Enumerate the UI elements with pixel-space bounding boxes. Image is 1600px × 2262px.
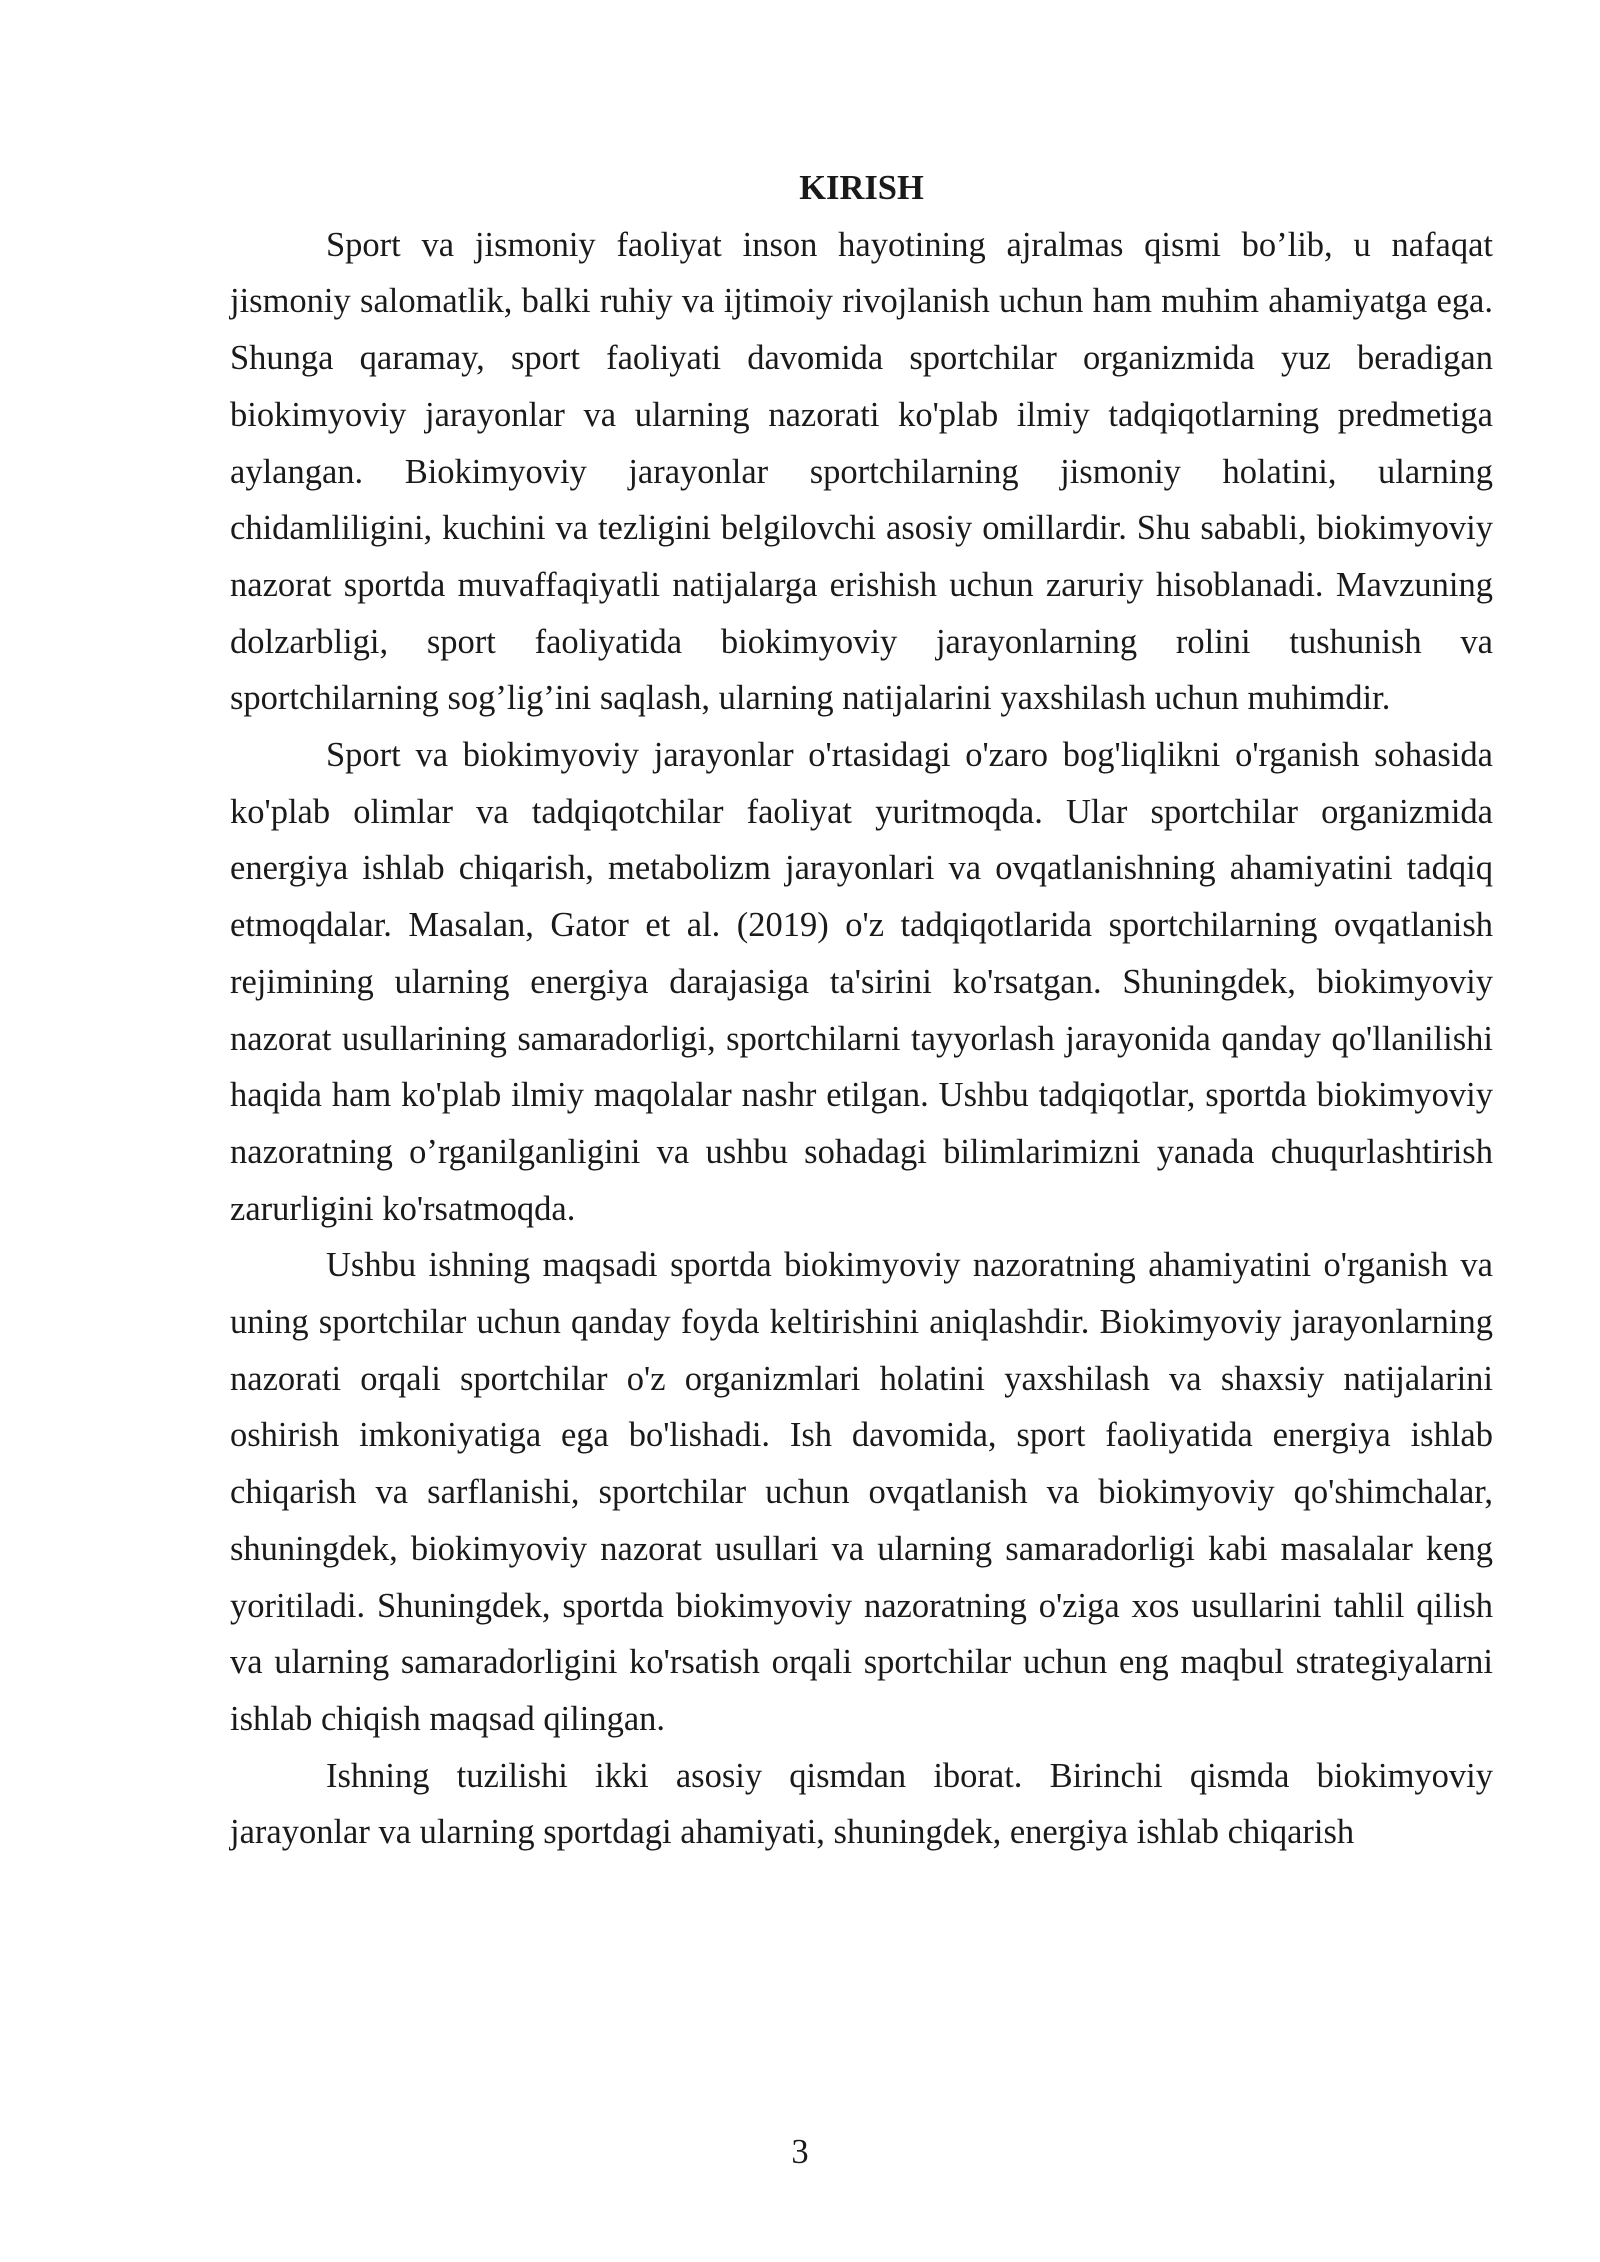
page-number: 3: [791, 2133, 809, 2171]
page-title: KIRISH: [799, 169, 924, 207]
paragraph-1: Sport va jismoniy faoliyat inson hayotining ajralmas qismi bo’lib, u nafaqat jismoniy salomatlik, balki ruhiy va ijtimoiy rivojlanish uchun ham muhim ahamiyatga ega. Shunga qaramay, sport faoliyati davomida sportchilar organizmida yuz beradigan biokimyoviy jarayonlar va ularning nazorati ko'plab ilmiy tadqiqotlarning predmetiga aylangan. Biokimyoviy jarayonlar sportchilarning jismoniy holatini, ularning chidamliligini, kuchini va tezligini belgilovchi asosiy omillardir. Shu sababli, biokimyoviy nazorat sportda muvaffaqiyatli natijalarga erishish uchun zaruriy hisoblanadi. Mavzuning dolzarbligi, sport faoliyatida biokimyoviy jarayonlarning rolini tushunish va sportchilarning sog’lig’ini saqlash, ularning natijalarini yaxshilash uchun muhimdir.: [230, 225, 1493, 718]
paragraph-2: Sport va biokimyoviy jarayonlar o'rtasidagi o'zaro bog'liqlikni o'rganish sohasida ko'plab olimlar va tadqiqotchilar faoliyat yuritmoqda. Ular sportchilar organizmida energiya ishlab chiqarish, metabolizm jarayonlari va ovqatlanishning ahamiyatini tadqiq etmoqdalar. Masalan, Gator et al. (2019) o'z tadqiqotlarida sportchilarning ovqatlanish rejimining ularning energiya darajasiga ta'sirini ko'rsatgan. Shuningdek, biokimyoviy nazorat usullarining samaradorligi, sportchilarni tayyorlash jarayonida qanday qo'llanilishi haqida ham ko'plab ilmiy maqolalar nashr etilgan. Ushbu tadqiqotlar, sportda biokimyoviy nazoratning o’rganilganligini va ushbu sohadagi bilimlarimizni yanada chuqurlashtirish zarurligini ko'rsatmoqda.: [230, 736, 1493, 1228]
page-body: [230, 160, 1493, 1861]
paragraph-3: Ushbu ishning maqsadi sportda biokimyoviy nazoratning ahamiyatini o'rganish va uning sportchilar uchun qanday foyda keltirishini aniqlashdir. Biokimyoviy jarayonlarning nazorati orqali sportchilar o'z organizmlari holatini yaxshilash va shaxsiy natijalarini oshirish imkoniyatiga ega bo'lishadi. Ish davomida, sport faoliyatida energiya ishlab chiqarish va sarflanishi, sportchilar uchun ovqatlanish va biokimyoviy qo'shimchalar, shuningdek, biokimyoviy nazorat usullari va ularning samaradorligi kabi masalalar keng yoritiladi. Shuningdek, sportda biokimyoviy nazoratning o'ziga xos usullarini tahlil qilish va ularning samaradorligini ko'rsatish orqali sportchilar uchun eng maqbul strategiyalarni ishlab chiqish maqsad qilingan.: [230, 1246, 1493, 1738]
paragraph-4: Ishning tuzilishi ikki asosiy qismdan iborat. Birinchi qismda biokimyoviy jarayonlar va ularning sportdagi ahamiyati, shuningdek, energiya ishlab chiqarish: [230, 1756, 1493, 1852]
